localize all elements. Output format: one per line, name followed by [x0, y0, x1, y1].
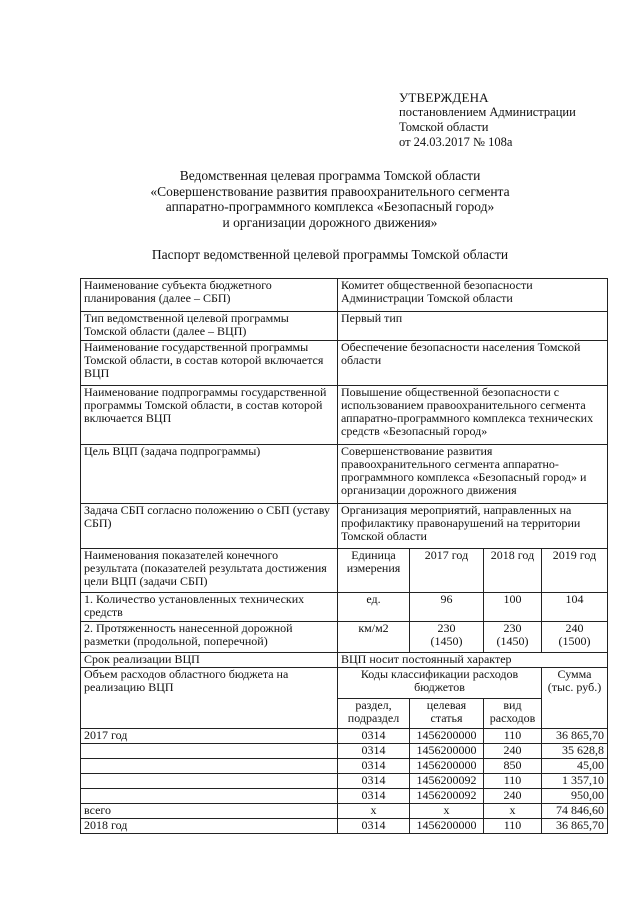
budget-row-article: 1456200092: [410, 774, 484, 789]
table-row: [81, 279, 608, 312]
table-row: [81, 312, 608, 341]
budget-row-article: х: [410, 804, 484, 819]
table-row: [81, 789, 608, 804]
task-label: Задача СБП согласно положению о СБП (уставу СБП): [81, 504, 338, 549]
program-title: [120, 168, 540, 230]
sbp-value: Комитет общественной безопасности Администрации Томской области: [338, 279, 608, 312]
section-header: раздел, подраздел: [338, 699, 410, 729]
approval-line: Томской области: [399, 120, 489, 134]
budget-label: Объем расходов областного бюджета на реализацию ВЦП: [81, 668, 338, 729]
term-label: Срок реализации ВЦП: [81, 653, 338, 668]
table-row: [81, 593, 608, 622]
title-line: «Совершенствование развития правоохранительного сегмента: [150, 183, 510, 199]
approval-heading: УТВЕРЖДЕНА: [399, 90, 489, 105]
budget-row-kind: 110: [484, 819, 542, 834]
unit-header: Единица измерения: [338, 549, 410, 593]
budget-row-label: [81, 774, 338, 789]
indicator-2-unit: км/м2: [338, 622, 410, 653]
sbp-label: Наименование субъекта бюджетного планирования (далее – СБП): [81, 279, 338, 312]
table-row: [81, 774, 608, 789]
indicator-2-2017: [410, 622, 484, 653]
budget-row-article: 1456200000: [410, 759, 484, 774]
budget-row-sum: 1 357,10: [542, 774, 608, 789]
indicator-1-2018: 100: [484, 593, 542, 622]
task-value: Организация мероприятий, направленных на профилактику правонарушений на территории Томской области: [338, 504, 608, 549]
budget-row-kind: 110: [484, 774, 542, 789]
indicators-label: Наименования показателей конечного результата (показателей результата достижения цели ВЦП (задачи СБП): [81, 549, 338, 593]
state-program-label: Наименование государственной программы Томской области, в состав которой включается ВЦП: [81, 341, 338, 386]
indicator-2-2019-extra: (1500): [558, 634, 591, 648]
sum-header: Сумма (тыс. руб.): [542, 668, 608, 729]
goal-label: Цель ВЦП (задача подпрограммы): [81, 445, 338, 504]
budget-row-kind: х: [484, 804, 542, 819]
budget-row-article: 1456200000: [410, 819, 484, 834]
approval-line: постановлением Администрации: [399, 105, 576, 119]
budget-row-section: 0314: [338, 759, 410, 774]
budget-row-sum: 36 865,70: [542, 819, 608, 834]
budget-row-label: 2017 год: [81, 729, 338, 744]
table-row: [81, 445, 608, 504]
year-2019-header: 2019 год: [542, 549, 608, 593]
budget-row-sum: 950,00: [542, 789, 608, 804]
budget-row-article: 1456200092: [410, 789, 484, 804]
state-program-value: Обеспечение безопасности населения Томской области: [338, 341, 608, 386]
table-row: [81, 759, 608, 774]
term-value: ВЦП носит постоянный характер: [338, 653, 608, 668]
type-value: Первый тип: [338, 312, 608, 341]
budget-row-label: [81, 789, 338, 804]
indicator-1-2017: 96: [410, 593, 484, 622]
passport-title: Паспорт ведомственной целевой программы Томской области: [151, 247, 509, 262]
budget-row-article: 1456200000: [410, 744, 484, 759]
year-2018-header: 2018 год: [484, 549, 542, 593]
budget-row-section: 0314: [338, 819, 410, 834]
budget-row-sum: 45,00: [542, 759, 608, 774]
subprogram-value: Повышение общественной безопасности с использованием правоохранительного сегмента аппаратно-программного комплекса технических средств «Безопасный город»: [338, 386, 608, 445]
budget-row-section: х: [338, 804, 410, 819]
indicator-2-2017-value: 230: [437, 621, 456, 635]
year-2017-header: 2017 год: [410, 549, 484, 593]
indicator-2-2018-extra: (1450): [496, 634, 529, 648]
budget-row-section: 0314: [338, 729, 410, 744]
budget-row-section: 0314: [338, 789, 410, 804]
budget-row-label: [81, 744, 338, 759]
budget-row-label: 2018 год: [81, 819, 338, 834]
table-row: [81, 804, 608, 819]
table-row: [81, 729, 608, 744]
budget-row-label: [81, 759, 338, 774]
article-header: целевая статья: [410, 699, 484, 729]
title-line: и организации дорожного движения»: [222, 214, 438, 230]
indicator-2-label: 2. Протяженность нанесенной дорожной разметки (продольной, поперечной): [81, 622, 338, 653]
indicator-2-2018-value: 230: [503, 621, 522, 635]
budget-row-kind: 110: [484, 729, 542, 744]
title-line: аппаратно-программного комплекса «Безопасный город»: [165, 199, 495, 214]
goal-value: Совершенствование развития правоохранительного сегмента аппаратно-программного комплекса «Безопасный город» и организации дорожного движения: [338, 445, 608, 504]
table-row: [81, 653, 608, 668]
subprogram-label: Наименование подпрограммы государственной программы Томской области, в состав которой включается ВЦП: [81, 386, 338, 445]
indicator-2-2017-extra: (1450): [430, 634, 463, 648]
budget-row-kind: 240: [484, 744, 542, 759]
type-label: Тип ведомственной целевой программы Томской области (далее – ВЦП): [81, 312, 338, 341]
codes-header: Коды классификации расходов бюджетов: [338, 668, 542, 699]
table-row: [81, 819, 608, 834]
budget-row-kind: 850: [484, 759, 542, 774]
budget-total-label: всего: [81, 804, 338, 819]
indicator-1-2019: 104: [542, 593, 608, 622]
table-row: [81, 386, 608, 445]
indicator-2-2018: [484, 622, 542, 653]
indicator-1-label: 1. Количество установленных технических средств: [81, 593, 338, 622]
table-row: [81, 668, 608, 699]
table-row: [81, 549, 608, 593]
passport-table: [80, 278, 608, 834]
title-line: Ведомственная целевая программа Томской области: [179, 168, 481, 183]
approval-block: [399, 90, 576, 150]
kind-header: вид расходов: [484, 699, 542, 729]
table-row: [81, 622, 608, 653]
budget-total-sum: 74 846,60: [542, 804, 608, 819]
indicator-2-2019: [542, 622, 608, 653]
budget-row-sum: 36 865,70: [542, 729, 608, 744]
budget-row-section: 0314: [338, 774, 410, 789]
budget-row-section: 0314: [338, 744, 410, 759]
indicator-2-2019-value: 240: [565, 621, 584, 635]
budget-row-sum: 35 628,8: [542, 744, 608, 759]
budget-row-kind: 240: [484, 789, 542, 804]
table-row: [81, 341, 608, 386]
budget-row-article: 1456200000: [410, 729, 484, 744]
approval-date: от 24.03.2017 № 108а: [399, 135, 513, 149]
indicator-1-unit: ед.: [338, 593, 410, 622]
table-row: [81, 744, 608, 759]
table-row: [81, 504, 608, 549]
